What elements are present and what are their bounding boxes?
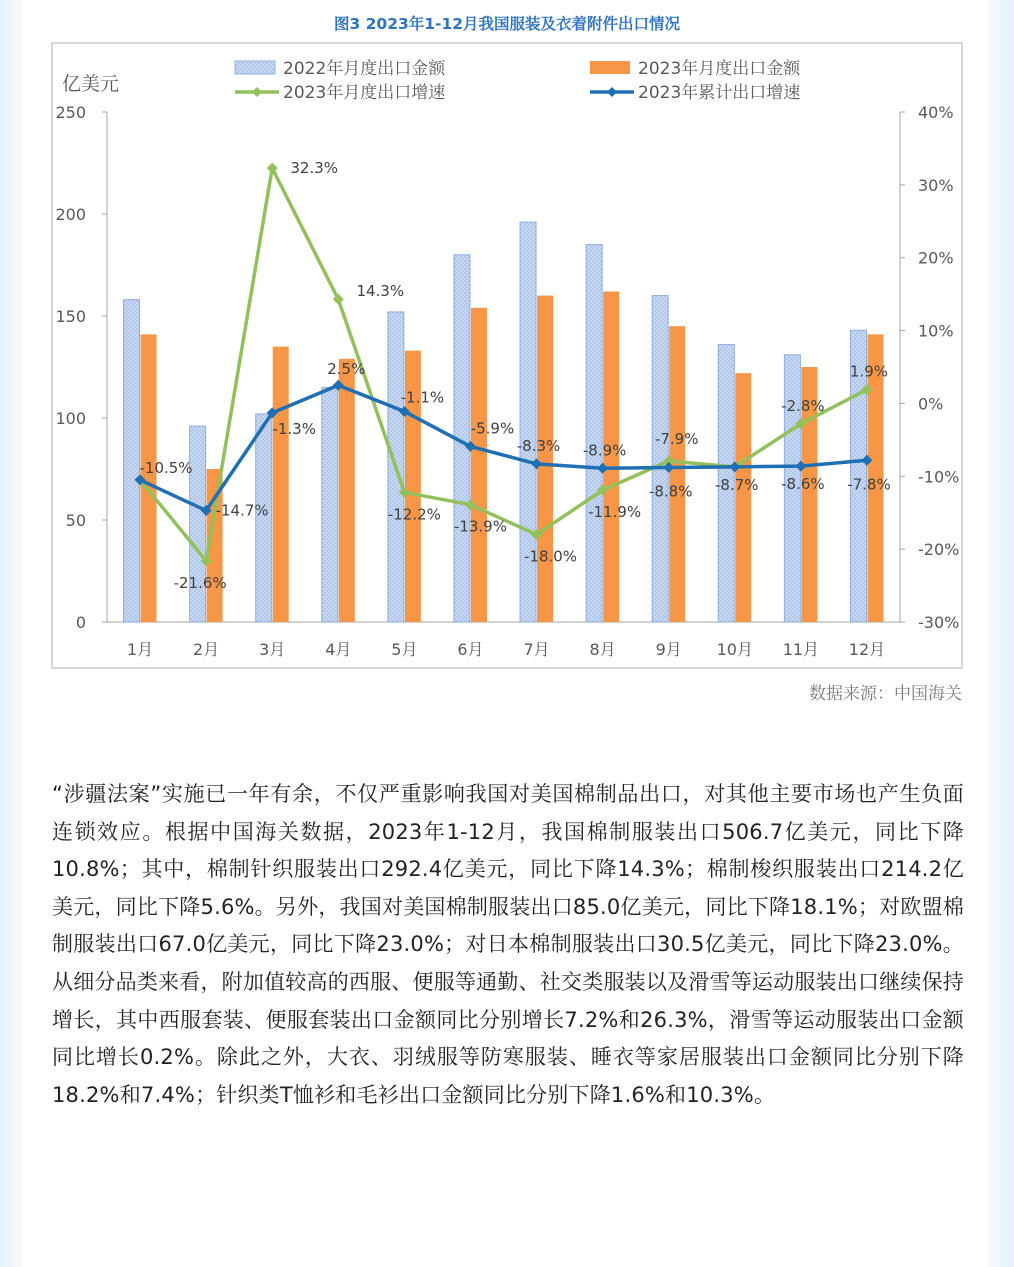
cumulative-growth-label: -14.7% [215, 501, 269, 520]
bar-2022 [190, 426, 206, 622]
y-tick-label: 150 [55, 307, 86, 326]
legend-entry: 2022年月度出口金额 [283, 59, 446, 79]
monthly-growth-label: -21.6% [173, 573, 227, 592]
bar-2023 [669, 326, 685, 622]
monthly-growth-label: 1.9% [849, 362, 889, 381]
y2-tick-label: -20% [918, 540, 960, 560]
x-tick-label: 10月 [716, 640, 753, 659]
y2-tick-label: 20% [918, 248, 954, 268]
y-tick-label: 50 [65, 511, 86, 530]
y-tick-label: 0 [75, 613, 86, 632]
y2-tick-label: 40% [918, 103, 954, 122]
monthly-growth-label: -13.9% [453, 517, 507, 536]
monthly-growth-label: -10.5% [139, 458, 193, 477]
x-tick-label: 3月 [259, 640, 286, 659]
y-tick-label: 200 [55, 205, 86, 224]
bar-2023 [339, 359, 355, 622]
y2-tick-label: 30% [918, 175, 954, 195]
cumulative-growth-label: -8.8% [648, 482, 693, 501]
x-tick-label: 5月 [391, 640, 418, 659]
cumulative-growth-label: -1.1% [400, 388, 445, 407]
figure-title: 图3 2023年1-12月我国服装及衣着附件出口情况 [333, 15, 681, 33]
legend-swatch-2023-bar [590, 61, 630, 74]
bar-2023 [735, 373, 751, 622]
cumulative-growth-label: -1.3% [272, 419, 316, 438]
article-paragraph: “涉疆法案”实施已一年有余，不仅严重影响我国对美国棉制品出口，对其他主要市场也产生负面连锁效应。根据中国海关数据，2023年1-12月，我国棉制服装出口506.7亿美元，同比下降10.8%；其中，棉制针织服装出口292.4亿美元，同比下降14.3%；棉制梭织服装出口214.2亿美元，同比下降5.6%。另外，我国对美国棉制服装出口85.0亿美元，同比下降18.1%；对欧盟棉制服装出口67.0亿美元，同比下降23.0%；对日本棉制服装出口30.5亿美元，同比下降23.0%。从细分品类来看，附加值较高的西服、便服等通勤、社交类服装以及滑雪等运动服装出口继续保持增长，其中西服套装、便服套装出口金额同比分别增长7.2%和26.3%，滑雪等运动服装出口金额同比增长0.2%。除此之外，大衣、羽绒服等防寒服装、睡衣等家居服装出口金额同比分别下降18.2%和7.4%；针织类T恤衫和毛衫出口金额同比分别下降1.6%和10.3%。 [52, 782, 964, 1107]
bar-2022 [124, 300, 140, 622]
monthly-growth-label: -12.2% [387, 505, 441, 524]
bar-2023 [273, 347, 289, 622]
monthly-growth-label: -2.8% [781, 396, 825, 415]
legend-entry: 2023年月度出口金额 [638, 59, 801, 79]
monthly-growth-label: 32.3% [290, 159, 339, 178]
x-tick-label: 4月 [325, 640, 352, 659]
cumulative-growth-label: -5.9% [470, 419, 515, 438]
bar-2022 [586, 245, 602, 622]
y2-tick-label: 10% [918, 321, 954, 341]
data-source: 数据来源：中国海关 [809, 684, 962, 704]
monthly-growth-label: -7.9% [654, 429, 699, 448]
monthly-growth-label: 14.3% [356, 282, 405, 301]
legend-entry: 2023年月度出口增速 [283, 83, 446, 103]
monthly-growth-label: -11.9% [588, 503, 642, 522]
bar-2022 [322, 387, 338, 622]
cumulative-growth-label: -8.3% [516, 436, 561, 455]
x-tick-label: 6月 [457, 640, 484, 659]
cumulative-growth-label: -8.6% [781, 475, 825, 494]
y-axis-label: 亿美元 [62, 73, 120, 95]
x-tick-label: 12月 [848, 640, 886, 659]
y2-tick-label: -30% [918, 613, 960, 632]
y2-tick-label: -10% [918, 467, 960, 487]
bar-2023 [471, 308, 487, 622]
x-tick-label: 1月 [126, 640, 154, 659]
cumulative-growth-label: -7.8% [847, 475, 891, 494]
x-tick-label: 7月 [523, 640, 550, 659]
bar-2023 [537, 296, 553, 622]
y-tick-label: 100 [55, 409, 86, 428]
x-tick-label: 9月 [655, 640, 682, 659]
legend-entry: 2023年累计出口增速 [638, 83, 801, 103]
y-tick-label: 250 [55, 103, 86, 122]
x-tick-label: 11月 [782, 640, 820, 659]
cumulative-growth-label: -8.9% [582, 441, 627, 460]
x-tick-label: 8月 [589, 640, 616, 659]
monthly-growth-label: -18.0% [524, 547, 578, 566]
cumulative-growth-label: -8.7% [715, 475, 759, 494]
y2-tick-label: 0% [918, 394, 944, 414]
legend-swatch-2022-bar [235, 61, 275, 74]
x-tick-label: 2月 [193, 640, 220, 659]
cumulative-growth-label: 2.5% [327, 360, 366, 379]
